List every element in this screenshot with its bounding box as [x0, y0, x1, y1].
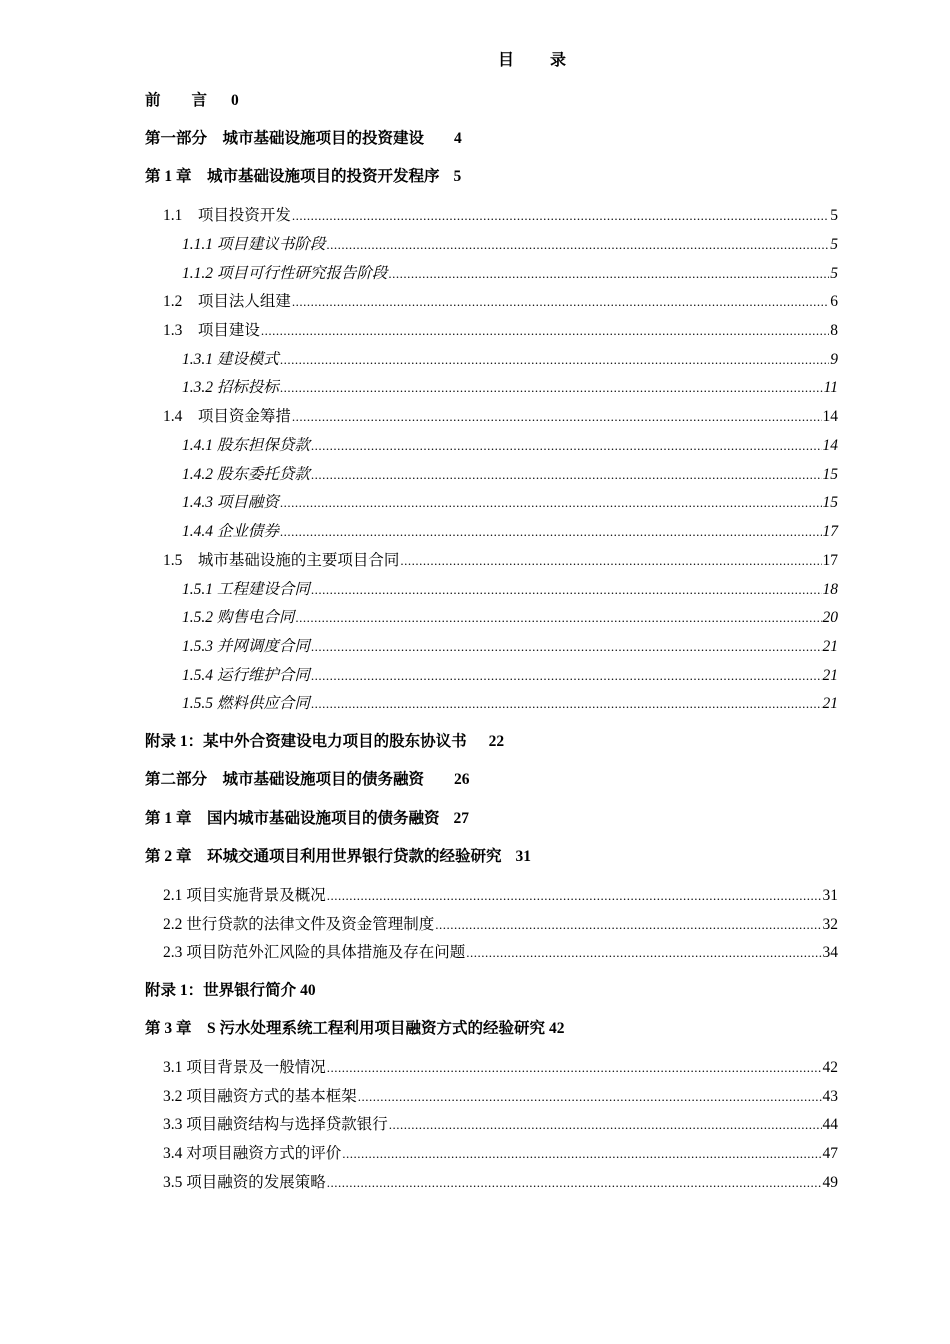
toc-page-number: 14: [822, 437, 838, 454]
toc-page-number: 40: [300, 982, 316, 999]
toc-page-number: 42: [549, 1020, 565, 1037]
toc-page-number: 17: [822, 523, 838, 540]
toc-entry[interactable]: [163, 292, 838, 312]
toc-page-number: 6: [830, 293, 838, 310]
toc-section-heading[interactable]: [145, 847, 531, 867]
toc-entry[interactable]: [163, 206, 838, 226]
toc-page-number: 42: [822, 1059, 838, 1076]
toc-subentry[interactable]: [182, 436, 838, 456]
toc-entry-label: 1.1 项目投资开发: [163, 207, 291, 224]
toc-entry-label: 2.2 世行贷款的法律文件及资金管理制度: [163, 916, 435, 933]
toc-section-heading[interactable]: [145, 732, 504, 752]
dot-leader: [311, 637, 822, 657]
toc-section-heading[interactable]: [145, 129, 462, 149]
toc-subentry[interactable]: [182, 465, 838, 485]
dot-leader: [435, 915, 821, 935]
dot-leader: [292, 407, 822, 427]
toc-page-number: 8: [830, 322, 838, 339]
toc-page-number: 32: [822, 916, 838, 933]
toc-section-heading[interactable]: [145, 167, 461, 187]
toc-entry[interactable]: [163, 1115, 838, 1135]
toc-entry-label: 2.3 项目防范外汇风险的具体措施及存在问题: [163, 944, 466, 961]
dot-leader: [292, 206, 829, 226]
toc-entry[interactable]: [163, 1173, 838, 1193]
toc-page-number: 44: [822, 1116, 838, 1133]
toc-entry-label: 3.3 项目融资结构与选择贷款银行: [163, 1116, 388, 1133]
toc-page-number: 9: [830, 351, 838, 368]
dot-leader: [280, 378, 823, 398]
toc-heading-label: 附录 1：某中外合资建设电力项目的股东协议书: [145, 733, 467, 750]
toc-page-number: 34: [822, 944, 838, 961]
toc-page-number: 31: [515, 848, 532, 865]
dot-leader: [466, 943, 821, 963]
toc-entry[interactable]: [163, 943, 838, 963]
toc-page-number: 5: [830, 265, 838, 282]
toc-title-char-1: 目: [497, 52, 514, 69]
toc-page-number: 11: [823, 379, 838, 396]
dot-leader: [280, 350, 829, 370]
toc-page-number: 47: [822, 1145, 838, 1162]
dot-leader: [327, 1058, 822, 1078]
toc-heading-label: 第 1 章 城市基础设施项目的投资开发程序: [145, 168, 440, 185]
toc-entry-label: 1.1.1 项目建议书阶段: [182, 236, 326, 253]
toc-page-number: 5: [830, 207, 838, 224]
toc-subentry[interactable]: [182, 666, 838, 686]
toc-page-number: 21: [822, 667, 838, 684]
toc-page-number: 26: [454, 771, 470, 788]
toc-entry-label: 1.3.1 建设模式: [182, 351, 279, 368]
dot-leader: [327, 886, 822, 906]
toc-subentry[interactable]: [182, 350, 838, 370]
toc-entry-label: 2.1 项目实施背景及概况: [163, 887, 326, 904]
dot-leader: [292, 292, 829, 312]
dot-leader: [311, 694, 822, 714]
dot-leader: [311, 666, 822, 686]
toc-page-number: 20: [822, 609, 838, 626]
toc-entry[interactable]: [163, 886, 838, 906]
toc-subentry[interactable]: [182, 378, 838, 398]
toc-subentry[interactable]: [182, 264, 838, 284]
toc-section-heading[interactable]: [145, 809, 469, 829]
toc-entry-label: 1.4.1 股东担保贷款: [182, 437, 310, 454]
toc-heading-label: 第二部分 城市基础设施项目的债务融资: [145, 771, 425, 788]
toc-page-number: 43: [822, 1088, 838, 1105]
toc-entry[interactable]: [163, 915, 838, 935]
toc-entry-label: 1.4.3 项目融资: [182, 494, 279, 511]
toc-entry[interactable]: [163, 321, 838, 341]
toc-subentry[interactable]: [182, 522, 838, 542]
toc-entry-label: 1.4.2 股东委托贷款: [182, 466, 310, 483]
dot-leader: [388, 264, 829, 284]
dot-leader: [326, 235, 829, 255]
dot-leader: [327, 1173, 822, 1193]
dot-leader: [280, 522, 822, 542]
toc-subentry[interactable]: [182, 608, 838, 628]
toc-page-number: 27: [453, 810, 470, 827]
toc-entry-label: 1.5 城市基础设施的主要项目合同: [163, 552, 400, 569]
toc-entry-label: 3.5 项目融资的发展策略: [163, 1174, 326, 1191]
toc-heading-label: 附录 1：世界银行简介: [145, 982, 297, 999]
toc-page-number: 5: [453, 168, 462, 185]
dot-leader: [311, 580, 822, 600]
toc-page-number: 4: [454, 130, 462, 147]
toc-entry[interactable]: [163, 1144, 838, 1164]
toc-heading-label: 第 2 章 环城交通项目利用世界银行贷款的经验研究: [145, 848, 502, 865]
toc-page-number: 49: [822, 1174, 838, 1191]
toc-entry[interactable]: [163, 1058, 838, 1078]
dot-leader: [358, 1087, 822, 1107]
toc-heading-label: 第一部分 城市基础设施项目的投资建设: [145, 130, 425, 147]
toc-entry-label: 1.5.2 购售电合同: [182, 609, 295, 626]
toc-page-number: 14: [822, 408, 838, 425]
toc-title-char-2: 录: [550, 52, 567, 69]
toc-heading-label: 前 言: [145, 92, 208, 109]
toc-page-number: 21: [822, 638, 838, 655]
toc-subentry[interactable]: [182, 493, 838, 513]
toc-entry-label: 1.4.4 企业债券: [182, 523, 279, 540]
toc-entry-label: 1.5.1 工程建设合同: [182, 581, 310, 598]
toc-section-heading[interactable]: [145, 91, 239, 111]
toc-subentry[interactable]: [182, 694, 838, 714]
dot-leader: [280, 493, 822, 513]
toc-subentry[interactable]: [182, 235, 838, 255]
toc-section-heading[interactable]: [145, 981, 316, 1001]
dot-leader: [400, 551, 821, 571]
toc-entry[interactable]: [163, 407, 838, 427]
toc-subentry[interactable]: [182, 580, 838, 600]
toc-page-number: 18: [822, 581, 838, 598]
toc-page-number: 5: [830, 236, 838, 253]
toc-entry-label: 1.5.4 运行维护合同: [182, 667, 310, 684]
toc-page-number: 21: [822, 695, 838, 712]
dot-leader: [342, 1144, 821, 1164]
toc-page-number: 22: [488, 733, 505, 750]
toc-entry-label: 1.5.3 并网调度合同: [182, 638, 310, 655]
toc-entry-label: 1.2 项目法人组建: [163, 293, 291, 310]
toc-entry[interactable]: [163, 1087, 838, 1107]
toc-heading-label: 第 1 章 国内城市基础设施项目的债务融资: [145, 810, 440, 827]
toc-page-number: 0: [231, 92, 239, 109]
toc-page-number: 17: [822, 552, 838, 569]
dot-leader: [295, 608, 821, 628]
dot-leader: [311, 465, 822, 485]
toc-entry[interactable]: [163, 551, 838, 571]
toc-heading-label: 第 3 章 S 污水处理系统工程利用项目融资方式的经验研究: [145, 1020, 545, 1037]
toc-entry-label: 3.2 项目融资方式的基本框架: [163, 1088, 357, 1105]
toc-page-number: 31: [822, 887, 838, 904]
toc-section-heading[interactable]: [145, 770, 470, 790]
toc-entry-label: 1.3 项目建设: [163, 322, 260, 339]
toc-entry-label: 1.3.2 招标投标: [182, 379, 279, 396]
toc-page-number: 15: [822, 494, 838, 511]
toc-section-heading[interactable]: [145, 1019, 565, 1039]
dot-leader: [389, 1115, 822, 1135]
toc-entry-label: 1.1.2 项目可行性研究报告阶段: [182, 265, 388, 282]
toc-page-number: 15: [822, 466, 838, 483]
dot-leader: [311, 436, 822, 456]
toc-entry-label: 3.4 对项目融资方式的评价: [163, 1145, 342, 1162]
toc-entry-label: 1.4 项目资金筹措: [163, 408, 291, 425]
toc-subentry[interactable]: [182, 637, 838, 657]
toc-entry-label: 3.1 项目背景及一般情况: [163, 1059, 326, 1076]
toc-entry-label: 1.5.5 燃料供应合同: [182, 695, 310, 712]
dot-leader: [261, 321, 829, 341]
